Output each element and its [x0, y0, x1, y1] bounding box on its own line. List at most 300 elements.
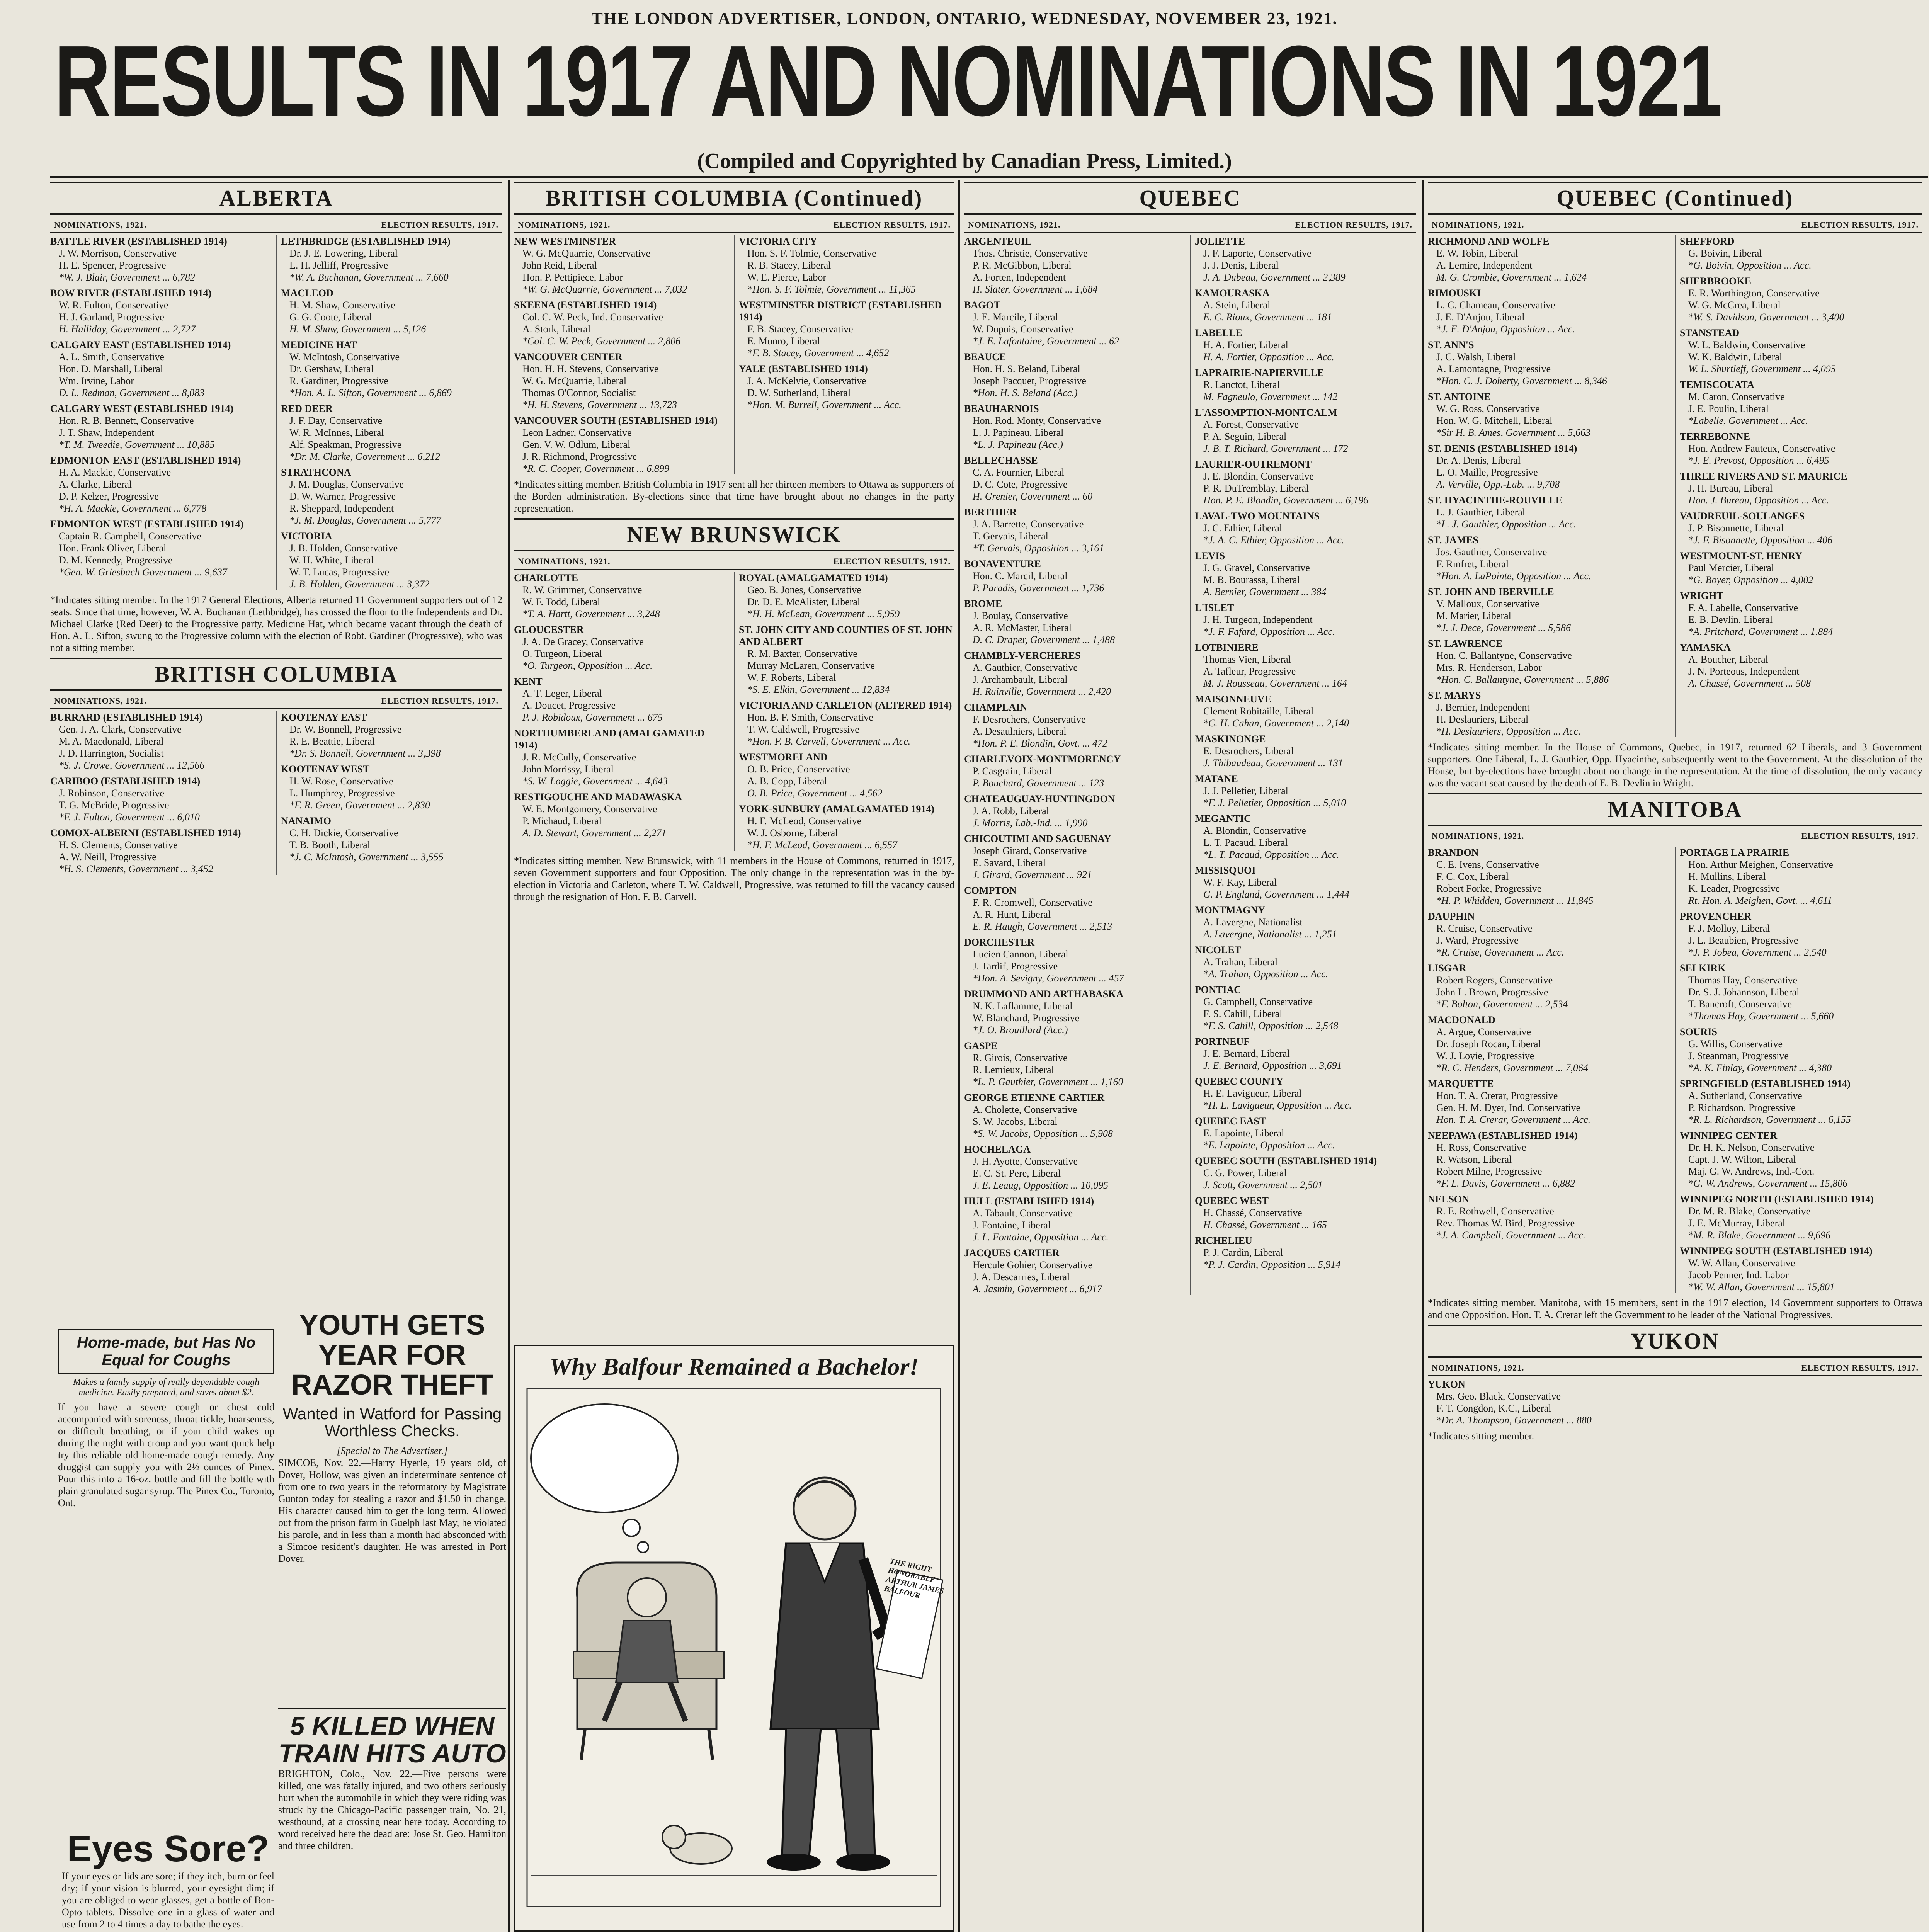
- riding-entry: [739, 363, 954, 411]
- riding-name: CHARLOTTE: [514, 572, 578, 583]
- riding-name: YALE (ESTABLISHED 1914): [739, 363, 868, 374]
- riding-name: CHARLEVOIX-MONTMORENCY: [964, 753, 1121, 765]
- election-result: Rt. Hon. A. Meighen, Govt. ... 4,611: [1688, 895, 1832, 906]
- candidate: Hon. Arthur Meighen, Conservative: [1688, 859, 1833, 870]
- riding-name: NICOLET: [1195, 944, 1241, 956]
- riding-name: EDMONTON EAST (ESTABLISHED 1914): [50, 455, 241, 466]
- candidate: J. A. Barrette, Conservative: [973, 519, 1084, 530]
- candidate: W. T. Lucas, Progressive: [289, 566, 390, 578]
- riding-name: CALGARY EAST (ESTABLISHED 1914): [50, 339, 231, 350]
- candidate: F. Rinfret, Liberal: [1436, 558, 1509, 570]
- candidate: A. Stork, Liberal: [522, 323, 591, 335]
- election-result: *H. H. McLean, Government ... 5,959: [747, 608, 900, 619]
- riding-entry: [1195, 1115, 1416, 1151]
- candidate: Hon. C. Ballantyne, Conservative: [1436, 650, 1572, 661]
- riding-entry: [1428, 910, 1670, 958]
- section-note: *Indicates sitting member. Manitoba, with 15 members, sent in the 1917 election, 14 Government supporters to Ottawa and one Opposition. Hon. T. A. Crerar left the Government to be leader of the National Progressives.: [1428, 1297, 1922, 1320]
- riding-entry: [964, 558, 1186, 594]
- candidate: A. Tabault, Conservative: [973, 1208, 1073, 1219]
- riding-name: RICHELIEU: [1195, 1235, 1252, 1246]
- candidate: Gen. J. A. Clark, Conservative: [59, 724, 182, 735]
- riding-entry: [1195, 367, 1416, 403]
- election-result: *T. A. Hartt, Government ... 3,248: [522, 608, 660, 619]
- riding-name: DAUPHIN: [1428, 911, 1475, 922]
- riding-name: NEEPAWA (ESTABLISHED 1914): [1428, 1130, 1578, 1141]
- candidate: M. Caron, Conservative: [1688, 391, 1785, 402]
- candidate: J. W. Morrison, Conservative: [59, 248, 177, 259]
- candidate: O. Turgeon, Liberal: [522, 648, 602, 659]
- riding-entry: [1428, 339, 1670, 387]
- candidate: R. Lemieux, Liberal: [973, 1064, 1054, 1075]
- riding-entry: [964, 454, 1186, 502]
- riding-entry: [1680, 275, 1922, 323]
- story-deck: Wanted in Watford for Passing Worthless Checks.: [282, 1405, 502, 1440]
- candidate: F. R. Cromwell, Conservative: [973, 897, 1092, 908]
- election-result: *H. F. McLeod, Government ... 6,557: [747, 839, 898, 850]
- alberta-section: [50, 182, 502, 1302]
- riding-name: ST. LAWRENCE: [1428, 638, 1503, 649]
- election-result: *H. E. Lavigueur, Opposition ... Acc.: [1203, 1100, 1352, 1111]
- candidate: G. G. Coote, Liberal: [289, 311, 372, 323]
- candidate: P. Michaud, Liberal: [522, 815, 602, 827]
- election-result: *Labelle, Government ... Acc.: [1688, 415, 1808, 426]
- election-result: *J. A. C. Ethier, Opposition ... Acc.: [1203, 534, 1344, 546]
- section-heading: QUEBEC (Continued): [1428, 182, 1922, 215]
- section-heading: NEW BRUNSWICK: [514, 518, 954, 551]
- candidate: W. F. Roberts, Liberal: [747, 672, 836, 683]
- riding-name: LAURIER-OUTREMONT: [1195, 459, 1312, 470]
- ad-headline: Eyes Sore?: [67, 1828, 269, 1869]
- candidate: R. M. Baxter, Conservative: [747, 648, 857, 659]
- candidate: Lucien Cannon, Liberal: [973, 949, 1068, 960]
- candidate: J. H. Bureau, Liberal: [1688, 483, 1773, 494]
- election-result: H. Grenier, Government ... 60: [973, 491, 1093, 502]
- candidate: W. Blanchard, Progressive: [973, 1012, 1080, 1024]
- candidate: John Reid, Liberal: [522, 260, 597, 271]
- election-result: *Hon. A. Sevigny, Government ... 457: [973, 973, 1124, 984]
- candidate: G. Willis, Conservative: [1688, 1038, 1783, 1049]
- candidate: A. Doucet, Progressive: [522, 700, 616, 711]
- section-heading: QUEBEC: [964, 182, 1416, 215]
- candidate: H. E. Lavigueur, Liberal: [1203, 1088, 1302, 1099]
- riding-entry: [1195, 641, 1416, 689]
- election-result: *H. Deslauriers, Opposition ... Acc.: [1436, 726, 1581, 737]
- riding-name: GEORGE ETIENNE CARTIER: [964, 1092, 1105, 1103]
- cartoon-drawing-icon: [515, 1381, 952, 1914]
- candidate: J. L. Beaubien, Progressive: [1688, 935, 1798, 946]
- election-result: *L. J. Papineau (Acc.): [973, 439, 1063, 450]
- election-result: W. L. Shurtleff, Government ... 4,095: [1688, 363, 1836, 374]
- section-heading: ALBERTA: [50, 182, 502, 215]
- candidate: R. B. Stacey, Liberal: [747, 260, 831, 271]
- candidate: Captain R. Campbell, Conservative: [59, 531, 201, 542]
- candidate: W. E. Pierce, Labor: [747, 272, 827, 283]
- election-result: *W. J. Blair, Government ... 6,782: [59, 272, 195, 283]
- riding-entry: [1195, 1036, 1416, 1071]
- cartoon-title: Why Balfour Remained a Bachelor!: [549, 1353, 919, 1380]
- ad-tagline: Makes a family supply of really dependable cough medicine. Easily prepared, and saves about $2.: [73, 1377, 260, 1398]
- riding-name: SHERBROOKE: [1680, 276, 1751, 287]
- riding-entry: [1195, 510, 1416, 546]
- riding-entry: [1680, 470, 1922, 506]
- riding-entry: [281, 763, 502, 811]
- riding-name: MISSISQUOI: [1195, 865, 1256, 876]
- riding-entry: [964, 833, 1186, 881]
- candidate: J. E. McMurray, Liberal: [1688, 1218, 1786, 1229]
- election-result: *Dr. M. Clarke, Government ... 6,212: [289, 451, 440, 462]
- election-result: *J. F. Fafard, Opposition ... Acc.: [1203, 626, 1335, 637]
- riding-name: GLOUCESTER: [514, 624, 584, 635]
- election-result: *J. C. McIntosh, Government ... 3,555: [289, 851, 444, 862]
- candidate: Jos. Gauthier, Conservative: [1436, 546, 1547, 558]
- candidate: J. Tardif, Progressive: [973, 961, 1058, 972]
- candidate: Hon. B. F. Smith, Conservative: [747, 712, 873, 723]
- election-result: *Gen. W. Griesbach Government ... 9,637: [59, 566, 227, 578]
- candidate: J. D. Harrington, Socialist: [59, 748, 164, 759]
- candidate: R. Watson, Liberal: [1436, 1154, 1512, 1165]
- election-result: *F. J. Fulton, Government ... 6,010: [59, 811, 200, 823]
- table-header: NOMINATIONS, 1921. ELECTION RESULTS, 1917.: [1428, 1360, 1922, 1376]
- candidate: Dr. S. J. Johannson, Liberal: [1688, 986, 1800, 998]
- riding-entry: [1680, 1026, 1922, 1074]
- riding-name: LISGAR: [1428, 963, 1466, 974]
- riding-entry: [964, 403, 1186, 451]
- riding-entry: [1195, 327, 1416, 363]
- riding-name: VANCOUVER SOUTH (ESTABLISHED 1914): [514, 415, 718, 426]
- election-result: J. Morris, Lab.-Ind. ... 1,990: [973, 817, 1088, 828]
- candidate: T. B. Booth, Liberal: [289, 839, 370, 850]
- riding-name: PORTNEUF: [1195, 1036, 1250, 1047]
- riding-name: ST. DENIS (ESTABLISHED 1914): [1428, 443, 1577, 454]
- candidate: R. Sheppard, Independent: [289, 503, 394, 514]
- cartoon: [514, 1345, 954, 1932]
- riding-name: QUEBEC EAST: [1195, 1116, 1266, 1127]
- page-headline: RESULTS IN 1917 AND NOMINATIONS IN 1921: [54, 25, 1721, 137]
- candidate: W. McIntosh, Conservative: [289, 351, 400, 362]
- candidate: P. Casgrain, Liberal: [973, 765, 1052, 777]
- candidate: Hon. C. Marcil, Liberal: [973, 570, 1068, 582]
- election-result: D. C. Draper, Government ... 1,488: [973, 634, 1115, 645]
- candidate: J. F. Laporte, Conservative: [1203, 248, 1312, 259]
- candidate: A. Forten, Independent: [973, 272, 1066, 283]
- candidate: Jacob Penner, Ind. Labor: [1688, 1269, 1789, 1281]
- election-result: *Hon. S. F. Tolmie, Government ... 11,365: [747, 284, 916, 295]
- candidate: P. R. McGibbon, Liberal: [973, 260, 1072, 271]
- riding-name: THREE RIVERS AND ST. MAURICE: [1680, 471, 1847, 482]
- candidate: H. S. Clements, Conservative: [59, 839, 178, 850]
- story-headline: YOUTH GETS YEAR FOR RAZOR THEFT: [291, 1309, 493, 1401]
- riding-entry: [964, 299, 1186, 347]
- election-result: *F. R. Green, Government ... 2,830: [289, 799, 430, 811]
- cartoon-label: THE RIGHT HONORABLE ARTHUR JAMES BALFOUR: [883, 1557, 945, 1600]
- candidate: W. L. Baldwin, Conservative: [1688, 339, 1805, 350]
- candidate: A. Sutherland, Conservative: [1688, 1090, 1802, 1101]
- candidate: W. E. Montgomery, Conservative: [522, 803, 657, 815]
- riding-name: YORK-SUNBURY (AMALGAMATED 1914): [739, 803, 935, 815]
- election-result: *J. F. Bisonnette, Opposition ... 406: [1688, 534, 1832, 546]
- candidate: K. Leader, Progressive: [1688, 883, 1780, 894]
- riding-name: DRUMMOND AND ARTHABASKA: [964, 988, 1124, 1000]
- riding-name: RICHMOND AND WOLFE: [1428, 236, 1550, 247]
- candidate: J. G. Gravel, Conservative: [1203, 562, 1310, 573]
- riding-entry: [1428, 1078, 1670, 1126]
- candidate: L. C. Chameau, Conservative: [1436, 299, 1555, 311]
- riding-name: BERTHIER: [964, 507, 1017, 518]
- candidate: John L. Brown, Progressive: [1436, 986, 1548, 998]
- candidate: A. Trahan, Liberal: [1203, 956, 1278, 968]
- candidate: Leon Ladner, Conservative: [522, 427, 632, 438]
- election-result: *P. J. Cardin, Opposition ... 5,914: [1203, 1259, 1341, 1270]
- election-result: *C. H. Cahan, Government ... 2,140: [1203, 718, 1349, 729]
- candidate: L. O. Maille, Progressive: [1436, 467, 1538, 478]
- candidate: N. K. Laflamme, Liberal: [973, 1000, 1073, 1012]
- riding-entry: [964, 884, 1186, 932]
- riding-name: MAISONNEUVE: [1195, 694, 1271, 705]
- riding-entry: [514, 791, 730, 839]
- election-result: *L. P. Gauthier, Government ... 1,160: [973, 1076, 1123, 1087]
- train-story: [278, 1708, 506, 1932]
- candidate: Hon. Frank Oliver, Liberal: [59, 543, 167, 554]
- candidate: Hon. R. B. Bennett, Conservative: [59, 415, 194, 426]
- election-result: *L. T. Pacaud, Opposition ... Acc.: [1203, 849, 1339, 860]
- riding-name: BURRARD (ESTABLISHED 1914): [50, 712, 202, 723]
- riding-name: LAPRAIRIE-NAPIERVILLE: [1195, 367, 1324, 378]
- riding-name: NANAIMO: [281, 815, 331, 827]
- riding-entry: [281, 711, 502, 759]
- candidate: L. J. Gauthier, Liberal: [1436, 507, 1525, 518]
- riding-entry: [50, 339, 272, 399]
- riding-name: VICTORIA AND CARLETON (ALTERED 1914): [739, 700, 952, 711]
- election-result: *W. S. Davidson, Government ... 3,400: [1688, 311, 1844, 323]
- riding-name: GASPE: [964, 1040, 998, 1051]
- riding-entry: [1428, 1378, 1670, 1426]
- election-result: *T. Gervais, Opposition ... 3,161: [973, 543, 1104, 554]
- riding-entry: [1195, 944, 1416, 980]
- bc-nb-section: [514, 182, 954, 1337]
- riding-entry: [50, 403, 272, 451]
- election-result: *Hon. A. LaPointe, Opposition ... Acc.: [1436, 570, 1591, 582]
- riding-name: SOURIS: [1680, 1026, 1717, 1037]
- riding-entry: [1680, 590, 1922, 638]
- candidate: John Morrissy, Liberal: [522, 764, 614, 775]
- riding-name: ST. JOHN CITY AND COUNTIES OF ST. JOHN AND ALBERT: [739, 624, 953, 647]
- election-result: H. Slater, Government ... 1,684: [973, 284, 1098, 295]
- riding-name: WINNIPEG SOUTH (ESTABLISHED 1914): [1680, 1245, 1873, 1257]
- riding-name: QUEBEC SOUTH (ESTABLISHED 1914): [1195, 1155, 1377, 1167]
- election-result: J. E. Leaug, Opposition ... 10,095: [973, 1180, 1108, 1191]
- riding-entry: [50, 711, 272, 771]
- candidate: J. A. Robb, Liberal: [973, 805, 1049, 816]
- riding-entry: [50, 454, 272, 514]
- candidate: H. A. Mackie, Conservative: [59, 467, 171, 478]
- election-result: *Sir H. B. Ames, Government ... 5,663: [1436, 427, 1590, 438]
- riding-name: LOTBINIERE: [1195, 642, 1259, 653]
- riding-entry: [1680, 235, 1922, 271]
- election-result: J. E. Bernard, Opposition ... 3,691: [1203, 1060, 1342, 1071]
- riding-name: COMOX-ALBERNI (ESTABLISHED 1914): [50, 827, 241, 838]
- riding-name: RIMOUSKI: [1428, 287, 1481, 299]
- candidate: L. H. Jelliff, Progressive: [289, 260, 388, 271]
- riding-name: STRATHCONA: [281, 467, 351, 478]
- election-result: J. Thibaudeau, Government ... 131: [1203, 757, 1343, 769]
- candidate: J. Bernier, Independent: [1436, 702, 1530, 713]
- candidate: C. A. Fournier, Liberal: [973, 467, 1065, 478]
- election-result: *G. W. Andrews, Government ... 15,806: [1688, 1178, 1848, 1189]
- riding-entry: [1195, 1075, 1416, 1111]
- section-heading: YUKON: [1428, 1325, 1922, 1358]
- candidate: Robert Milne, Progressive: [1436, 1166, 1542, 1177]
- candidate: Murray McLaren, Conservative: [747, 660, 875, 671]
- election-result: *Hon. F. B. Carvell, Government ... Acc.: [747, 736, 911, 747]
- candidate: E. Savard, Liberal: [973, 857, 1046, 868]
- election-result: *S. J. Crowe, Government ... 12,566: [59, 760, 205, 771]
- riding-entry: [1680, 379, 1922, 427]
- riding-name: MATANE: [1195, 773, 1238, 784]
- candidate: W. R. Fulton, Conservative: [59, 299, 168, 311]
- candidate: Mrs. Geo. Black, Conservative: [1436, 1391, 1561, 1402]
- riding-name: VICTORIA CITY: [739, 236, 817, 247]
- riding-list: [1428, 847, 1922, 1293]
- candidate: Hon. P. Pettipiece, Labor: [522, 272, 623, 283]
- riding-entry: [964, 650, 1186, 697]
- election-result: *J. M. Douglas, Government ... 5,777: [289, 515, 441, 526]
- riding-name: MARQUETTE: [1428, 1078, 1494, 1089]
- riding-entry: [1195, 693, 1416, 729]
- riding-name: RESTIGOUCHE AND MADAWASKA: [514, 791, 682, 803]
- riding-name: VAUDREUIL-SOULANGES: [1680, 510, 1805, 522]
- riding-entry: [739, 235, 954, 295]
- riding-name: SPRINGFIELD (ESTABLISHED 1914): [1680, 1078, 1851, 1089]
- election-result: J. B. T. Richard, Government ... 172: [1203, 443, 1348, 454]
- candidate: J. E. D'Anjou, Liberal: [1436, 311, 1525, 323]
- election-result: *G. Boyer, Opposition ... 4,002: [1688, 574, 1813, 585]
- riding-entry: [1195, 602, 1416, 638]
- riding-entry: [1195, 733, 1416, 769]
- election-result: *W. G. McQuarrie, Government ... 7,032: [522, 284, 687, 295]
- riding-entry: [964, 1195, 1186, 1243]
- riding-name: EDMONTON WEST (ESTABLISHED 1914): [50, 519, 244, 530]
- election-result: *Hon. C. Ballantyne, Government ... 5,886: [1436, 674, 1609, 685]
- riding-entry: [50, 775, 272, 823]
- election-result: *Hon. P. E. Blondin, Govt. ... 472: [973, 738, 1108, 749]
- election-result: *Dr. A. Thompson, Government ... 880: [1436, 1415, 1592, 1426]
- riding-entry: [1195, 1155, 1416, 1191]
- election-result: A. Lavergne, Nationalist ... 1,251: [1203, 929, 1337, 940]
- election-result: A. Bernier, Government ... 384: [1203, 586, 1327, 597]
- election-result: *J. A. Campbell, Government ... Acc.: [1436, 1230, 1586, 1241]
- candidate: E. C. St. Pere, Liberal: [973, 1168, 1061, 1179]
- candidate: J. E. Bernard, Liberal: [1203, 1048, 1290, 1059]
- riding-entry: [1428, 1014, 1670, 1074]
- riding-entry: [964, 701, 1186, 749]
- candidate: A. L. Smith, Conservative: [59, 351, 164, 362]
- election-result: P. Paradis, Government ... 1,736: [973, 582, 1104, 594]
- election-result: *O. Turgeon, Opposition ... Acc.: [522, 660, 653, 671]
- election-result: J. Scott, Government ... 2,501: [1203, 1179, 1323, 1190]
- riding-entry: [1428, 689, 1670, 737]
- candidate: J. Steanman, Progressive: [1688, 1050, 1789, 1061]
- candidate: W. F. Kay, Liberal: [1203, 877, 1277, 888]
- riding-name: PONTIAC: [1195, 984, 1241, 995]
- riding-entry: [1195, 235, 1416, 283]
- election-result: *J. J. Dece, Government ... 5,586: [1436, 622, 1571, 633]
- candidate: Wm. Irvine, Labor: [59, 375, 134, 386]
- riding-entry: [964, 936, 1186, 984]
- table-header: NOMINATIONS, 1921. ELECTION RESULTS, 1917.: [514, 554, 954, 570]
- candidate: Capt. J. W. Wilton, Liberal: [1688, 1154, 1796, 1165]
- candidate: D. W. Sutherland, Liberal: [747, 387, 851, 398]
- riding-name: WESTMINSTER DISTRICT (ESTABLISHED 1914): [739, 299, 942, 323]
- riding-name: QUEBEC WEST: [1195, 1195, 1269, 1206]
- riding-entry: [281, 815, 502, 863]
- candidate: Hon. H. S. Beland, Liberal: [973, 363, 1080, 374]
- candidate: F. T. Congdon, K.C., Liberal: [1436, 1403, 1551, 1414]
- riding-entry: [964, 1143, 1186, 1191]
- riding-entry: [1680, 1245, 1922, 1293]
- candidate: A. Stein, Liberal: [1203, 299, 1271, 311]
- candidate: Dr. W. Bonnell, Progressive: [289, 724, 402, 735]
- candidate: W. G. McQuarrie, Liberal: [522, 375, 627, 386]
- candidate: Dr. A. Denis, Liberal: [1436, 455, 1521, 466]
- candidate: W. J. Lovie, Progressive: [1436, 1050, 1534, 1061]
- riding-name: KOOTENAY EAST: [281, 712, 367, 723]
- riding-name: SKEENA (ESTABLISHED 1914): [514, 299, 657, 311]
- election-result: *S. W. Loggie, Government ... 4,643: [522, 776, 668, 787]
- riding-name: L'ISLET: [1195, 602, 1234, 613]
- candidate: O. B. Price, Conservative: [747, 764, 850, 775]
- riding-entry: [1680, 1129, 1922, 1189]
- candidate: Hon. W. G. Mitchell, Liberal: [1436, 415, 1553, 426]
- election-result: *F. S. Cahill, Opposition ... 2,548: [1203, 1020, 1339, 1031]
- candidate: D. C. Cote, Progressive: [973, 479, 1068, 490]
- riding-entry: [964, 1247, 1186, 1295]
- candidate: H. A. Fortier, Liberal: [1203, 339, 1288, 350]
- candidate: E. B. Devlin, Liberal: [1688, 614, 1773, 625]
- section-heading: BRITISH COLUMBIA (Continued): [514, 182, 954, 215]
- riding-name: CHAMPLAIN: [964, 702, 1027, 713]
- election-result: *J. E. Prevost, Opposition ... 6,495: [1688, 455, 1829, 466]
- candidate: H. W. Rose, Conservative: [289, 776, 393, 787]
- election-result: *F. L. Davis, Government ... 6,882: [1436, 1178, 1575, 1189]
- section-note: *Indicates sitting member. British Columbia in 1917 sent all her thirteen members to Ottawa as supporters of the Borden administration. By-elections since that time have brought about no changes in the party representation.: [514, 479, 954, 514]
- candidate: J. P. Bisonnette, Liberal: [1688, 522, 1784, 534]
- riding-entry: [739, 572, 954, 620]
- candidate: A. B. Copp, Liberal: [747, 776, 827, 787]
- riding-entry: [739, 751, 954, 799]
- candidate: R. W. Grimmer, Conservative: [522, 584, 642, 595]
- candidate: Joseph Pacquet, Progressive: [973, 375, 1086, 386]
- candidate: S. W. Jacobs, Liberal: [973, 1116, 1058, 1127]
- candidate: J. Archambault, Liberal: [973, 674, 1068, 685]
- story-body: SIMCOE, Nov. 22.—Harry Hyerle, 19 years old, of Dover, Hollow, was given an indeterminate sentence of from one to two years in the reformatory by Magistrate Gunton today for stealing a razor and $1.50 in change. His character caused him to get the long term. Allowed out from the prison farm in Guelph last May, he violated his parole, and in less than a month had absconded with a Simcoe resident's daughter. He was arrested in Port Dover.: [278, 1457, 506, 1565]
- quebec-section: [964, 182, 1416, 1932]
- table-header: NOMINATIONS, 1921. ELECTION RESULTS, 1917.: [1428, 217, 1922, 233]
- election-result: *J. E. D'Anjou, Opposition ... Acc.: [1436, 323, 1575, 335]
- candidate: F. C. Cox, Liberal: [1436, 871, 1509, 882]
- riding-entry: [1195, 813, 1416, 861]
- election-result: P. Bouchard, Government ... 123: [973, 777, 1104, 789]
- riding-entry: [1195, 550, 1416, 598]
- riding-name: WESTMOUNT-ST. HENRY: [1680, 550, 1802, 561]
- candidate: W. R. McInnes, Liberal: [289, 427, 384, 438]
- riding-entry: [514, 675, 730, 723]
- riding-entry: [964, 235, 1186, 295]
- candidate: A. Gauthier, Conservative: [973, 662, 1078, 673]
- riding-list: [514, 235, 954, 474]
- candidate: F. Desrochers, Conservative: [973, 714, 1086, 725]
- riding-entry: [50, 518, 272, 578]
- candidate: Hon. S. F. Tolmie, Conservative: [747, 248, 876, 259]
